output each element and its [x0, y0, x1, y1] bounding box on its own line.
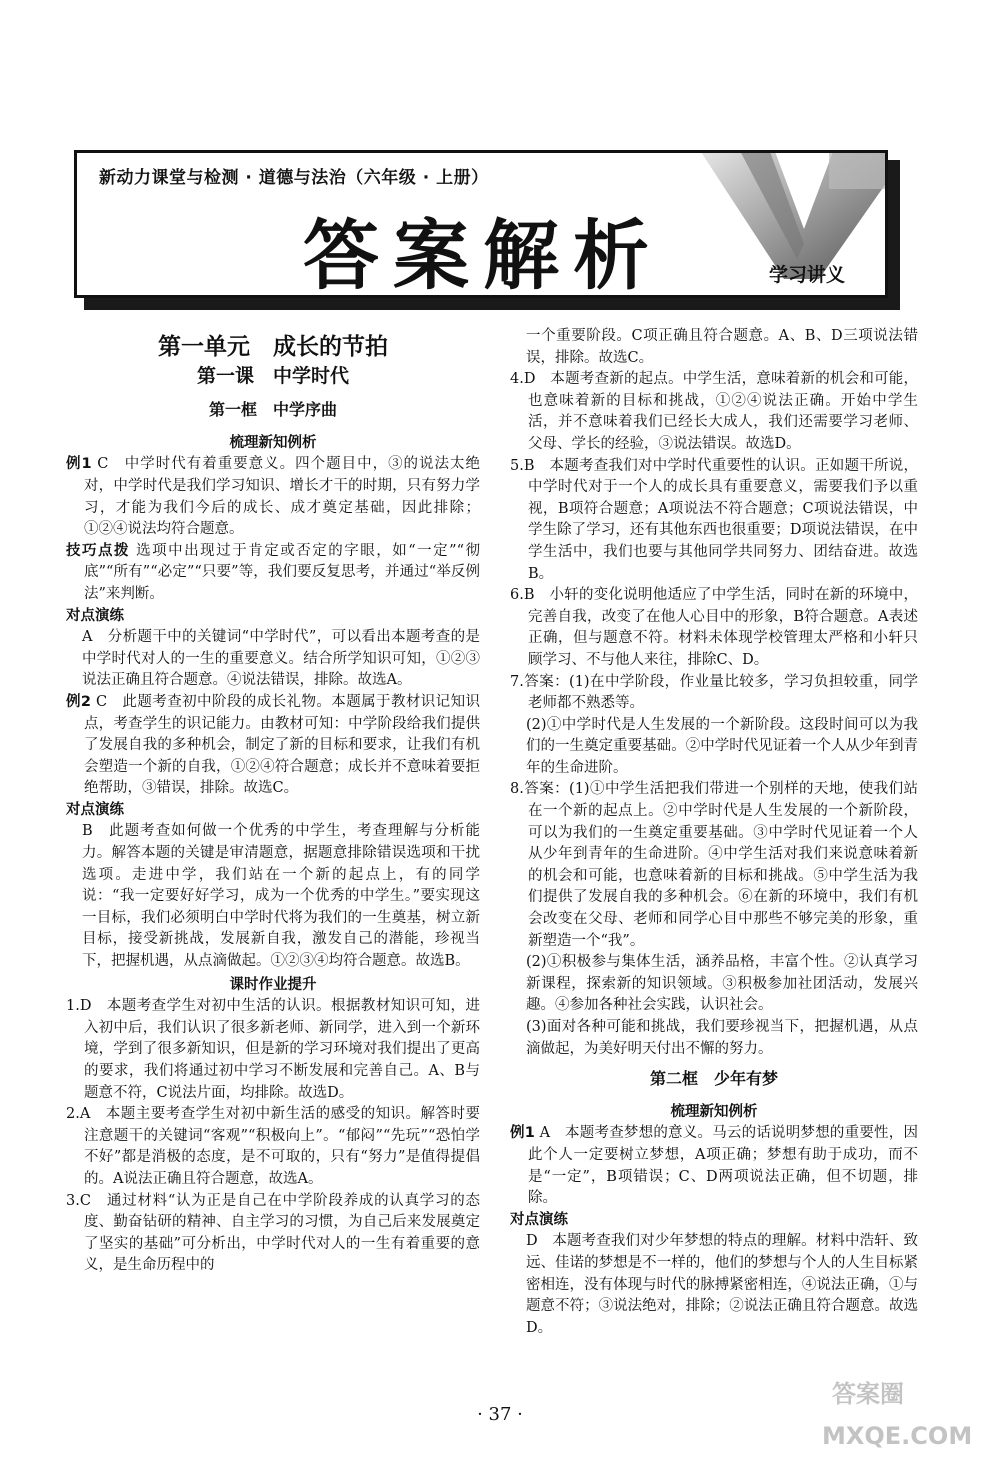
example-label: 例2: [66, 693, 92, 710]
example-2: [66, 692, 480, 800]
drill-text: D 本题考查我们对少年梦想的特点的理解。材料中浩轩、致远、佳诺的梦想是不一样的，他们的梦想与个人的人生目标紧密相连，没有体现与时代的脉搏紧密相连，④说法正确，①与题意不符；③说法绝对，排除；②说法正确且符合题意。故选D。: [526, 1233, 918, 1336]
page-number: · 37 ·: [477, 1404, 523, 1425]
page-title: 答案解析: [303, 211, 663, 298]
question-1: 1.D 本题考查学生对初中生活的认识。根据教材知识可知，进入初中后，我们认识了很多新老师、新同学，进入到一个新环境，学到了很多新知识，但是新的学习环境对我们提出了更高的要求，我们将通过初中学习不断发展和完善自己。A、B与题意不符，C说法片面，均排除。故选D。: [66, 998, 480, 1101]
drill-text: A 分析题干中的关键词“中学时代”，可以看出本题考查的是中学时代对人的一生的重要意义。结合所学知识可知，①②③说法正确且符合题意。④说法错误，排除。故选A。: [82, 629, 480, 689]
example-label: 例1: [66, 456, 92, 473]
question-5: 5.B 本题考查我们对中学时代重要性的认识。正如题干所说，中学时代对于一个人的成长具有重要意义，需要我们予以重视，B项符合题意；A项说法不符合题意；C项说法错误，中学生除了学习，还有其他东西也很重要；D项说法错误，在中学生活中，我们也要与其他同学共同努力、团结奋进。故选B。: [510, 457, 918, 582]
left-column: [66, 330, 480, 1277]
section-heading: 梳理新知例析: [670, 1103, 758, 1120]
question-3-continued: 一个重要阶段。C项正确且符合题意。A、B、D三项说法错误，排除。故选C。: [526, 328, 918, 366]
example-1: [66, 454, 480, 540]
tip: [66, 541, 480, 606]
right-column: [510, 326, 918, 1339]
lesson-title: 第一课 中学时代: [196, 364, 349, 387]
section-heading: 梳理新知例析: [229, 434, 317, 451]
example-label: 例1: [510, 1125, 535, 1142]
question-8-part-3: (3)面对各种可能和挑战，我们要珍视当下，把握机遇，从点滴做起，为美好明天付出不懈的努力。: [526, 1019, 918, 1057]
book-subtitle: 新动力课堂与检测 · 道德与法治（六年级 · 上册）: [99, 168, 489, 188]
question-7-part-1: 7.答案：(1)在中学阶段，作业量比较多，学习负担较重，同学老师都不熟悉等。: [510, 673, 918, 712]
tip-text: 选项中出现过于肯定或否定的字眼，如“一定”“彻底”“所有”“必定”“只要”等，我们要反复思考，并通过“举反例法”来判断。: [84, 542, 481, 602]
question-2: 2.A 本题主要考查学生对初中新生活的感受的知识。解答时要注意题干的关键词“客观”“积极向上”。“郁闷”“先玩”“恐怕学不好”都是消极的态度，是不可取的，只有“努力”是值得提倡的。A说法正确且符合题意，故选A。: [66, 1106, 480, 1187]
watermark-top-text: 答案圈: [832, 1380, 904, 1408]
example-text: A 本题考查梦想的意义。马云的话说明梦想的重要性，因此个人一定要树立梦想，A项正确；梦想有助于成功，而不是“一定”，B项错误；C、D两项说法正确，但不切题，排除。: [528, 1125, 918, 1207]
unit-title: 第一单元 成长的节拍: [158, 333, 388, 360]
drill-heading: 对点演练: [510, 1211, 568, 1228]
drill-heading: 对点演练: [66, 801, 124, 818]
watermark-logo: [792, 1362, 992, 1458]
question-8-part-1: 8.答案：(1)①中学生活把我们带进一个别样的天地，使我们站在一个新的起点上。②中学时代是人生发展的一个新阶段，可以为我们的一生奠定重要基础。③中学时代见证着一个人从少年到青年的生命进阶。④中学生活对我们来说意味着新的机会和可能，也意味着新的目标和挑战。⑤中学生活为我们提供了发展自我的多种机会。⑥在新的环境中，我们有机会改变在父母、老师和同学心目中那些不够完美的形象，重新塑造一个“我”。: [510, 781, 918, 949]
frame-title: 第一框 中学序曲: [208, 400, 337, 420]
drill-text: B 此题考查如何做一个优秀的中学生，考查理解与分析能力。解答本题的关键是审清题意，据题意排除错误选项和干扰选项。走进中学，我们站在一个新的起点上，有的同学说：“我一定要好好学习，成为一个优秀的中学生。”要实现这一目标，我们必须明白中学时代将为我们的一生奠基，树立新目标，接受新挑战，发展新自我，激发自己的潜能，珍视当下，把握机遇，从点滴做起。①②③④均符合题意。故选B。: [82, 823, 480, 970]
frame-title-2: 第二框 少年有梦: [649, 1069, 778, 1089]
watermark-bottom-text: MXQE.COM: [822, 1422, 973, 1450]
question-4: 4.D 本题考查新的起点。中学生活，意味着新的机会和可能，也意味着新的目标和挑战，①②④说法正确。开始中学生活，并不意味着我们已经长大成人，我们还需要学习老师、父母、学长的经验，③说法错误。故选D。: [510, 371, 918, 452]
tip-label: 技巧点拨: [66, 542, 131, 559]
question-7-part-2: (2)①中学时代是人生发展的一个新阶段。这段时间可以为我们的一生奠定重要基础。②中学时代见证着一个人从少年到青年的生命进阶。: [526, 716, 918, 776]
example-text: C 此题考查初中阶段的成长礼物。本题属于教材识记知识点，考查学生的识记能力。由教材可知：中学阶段给我们提供了发展自我的多种机会，制定了新的目标和要求，让我们有机会塑造一个新的自我，①②④符合题意；成长并不意味着要拒绝帮助，③错误，排除。故选C。: [84, 693, 481, 797]
example-text: C 中学时代有着重要意义。四个题目中，③的说法太绝对，中学时代是我们学习知识、增长才干的时期，只有努力学习，才能为我们今后的成长、成才奠定基础，因此排除；①②④说法均符合题意。: [84, 456, 481, 538]
question-8-part-2: (2)①积极参与集体生活，涵养品格，丰富个性。②认真学习新课程，探索新的知识领域。③积极参加社团活动，发展兴趣。④参加各种社会实践，认识社会。: [526, 954, 918, 1014]
example-1-frame-2: [510, 1123, 918, 1209]
study-notes-tag: 学习讲义: [768, 264, 845, 286]
question-6: 6.B 小轩的变化说明他适应了中学生活，同时在新的环境中，完善自我，改变了在他人心目中的形象，B符合题意。A表述正确，但与题意不符。材料未体现学校管理太严格和小轩只顾学习、不与他人来往，排除C、D。: [510, 587, 918, 668]
section-heading: 课时作业提升: [229, 976, 317, 993]
header-banner: [74, 150, 888, 298]
drill-heading: 对点演练: [66, 607, 124, 624]
question-3: 3.C 通过材料“认为正是自己在中学阶段养成的认真学习的态度、勤奋钻研的精神、自主学习的习惯，为自己后来发展奠定了坚实的基础”可分析出，中学时代对人的一生有着重要的意义，是生命历程中的: [66, 1192, 480, 1274]
